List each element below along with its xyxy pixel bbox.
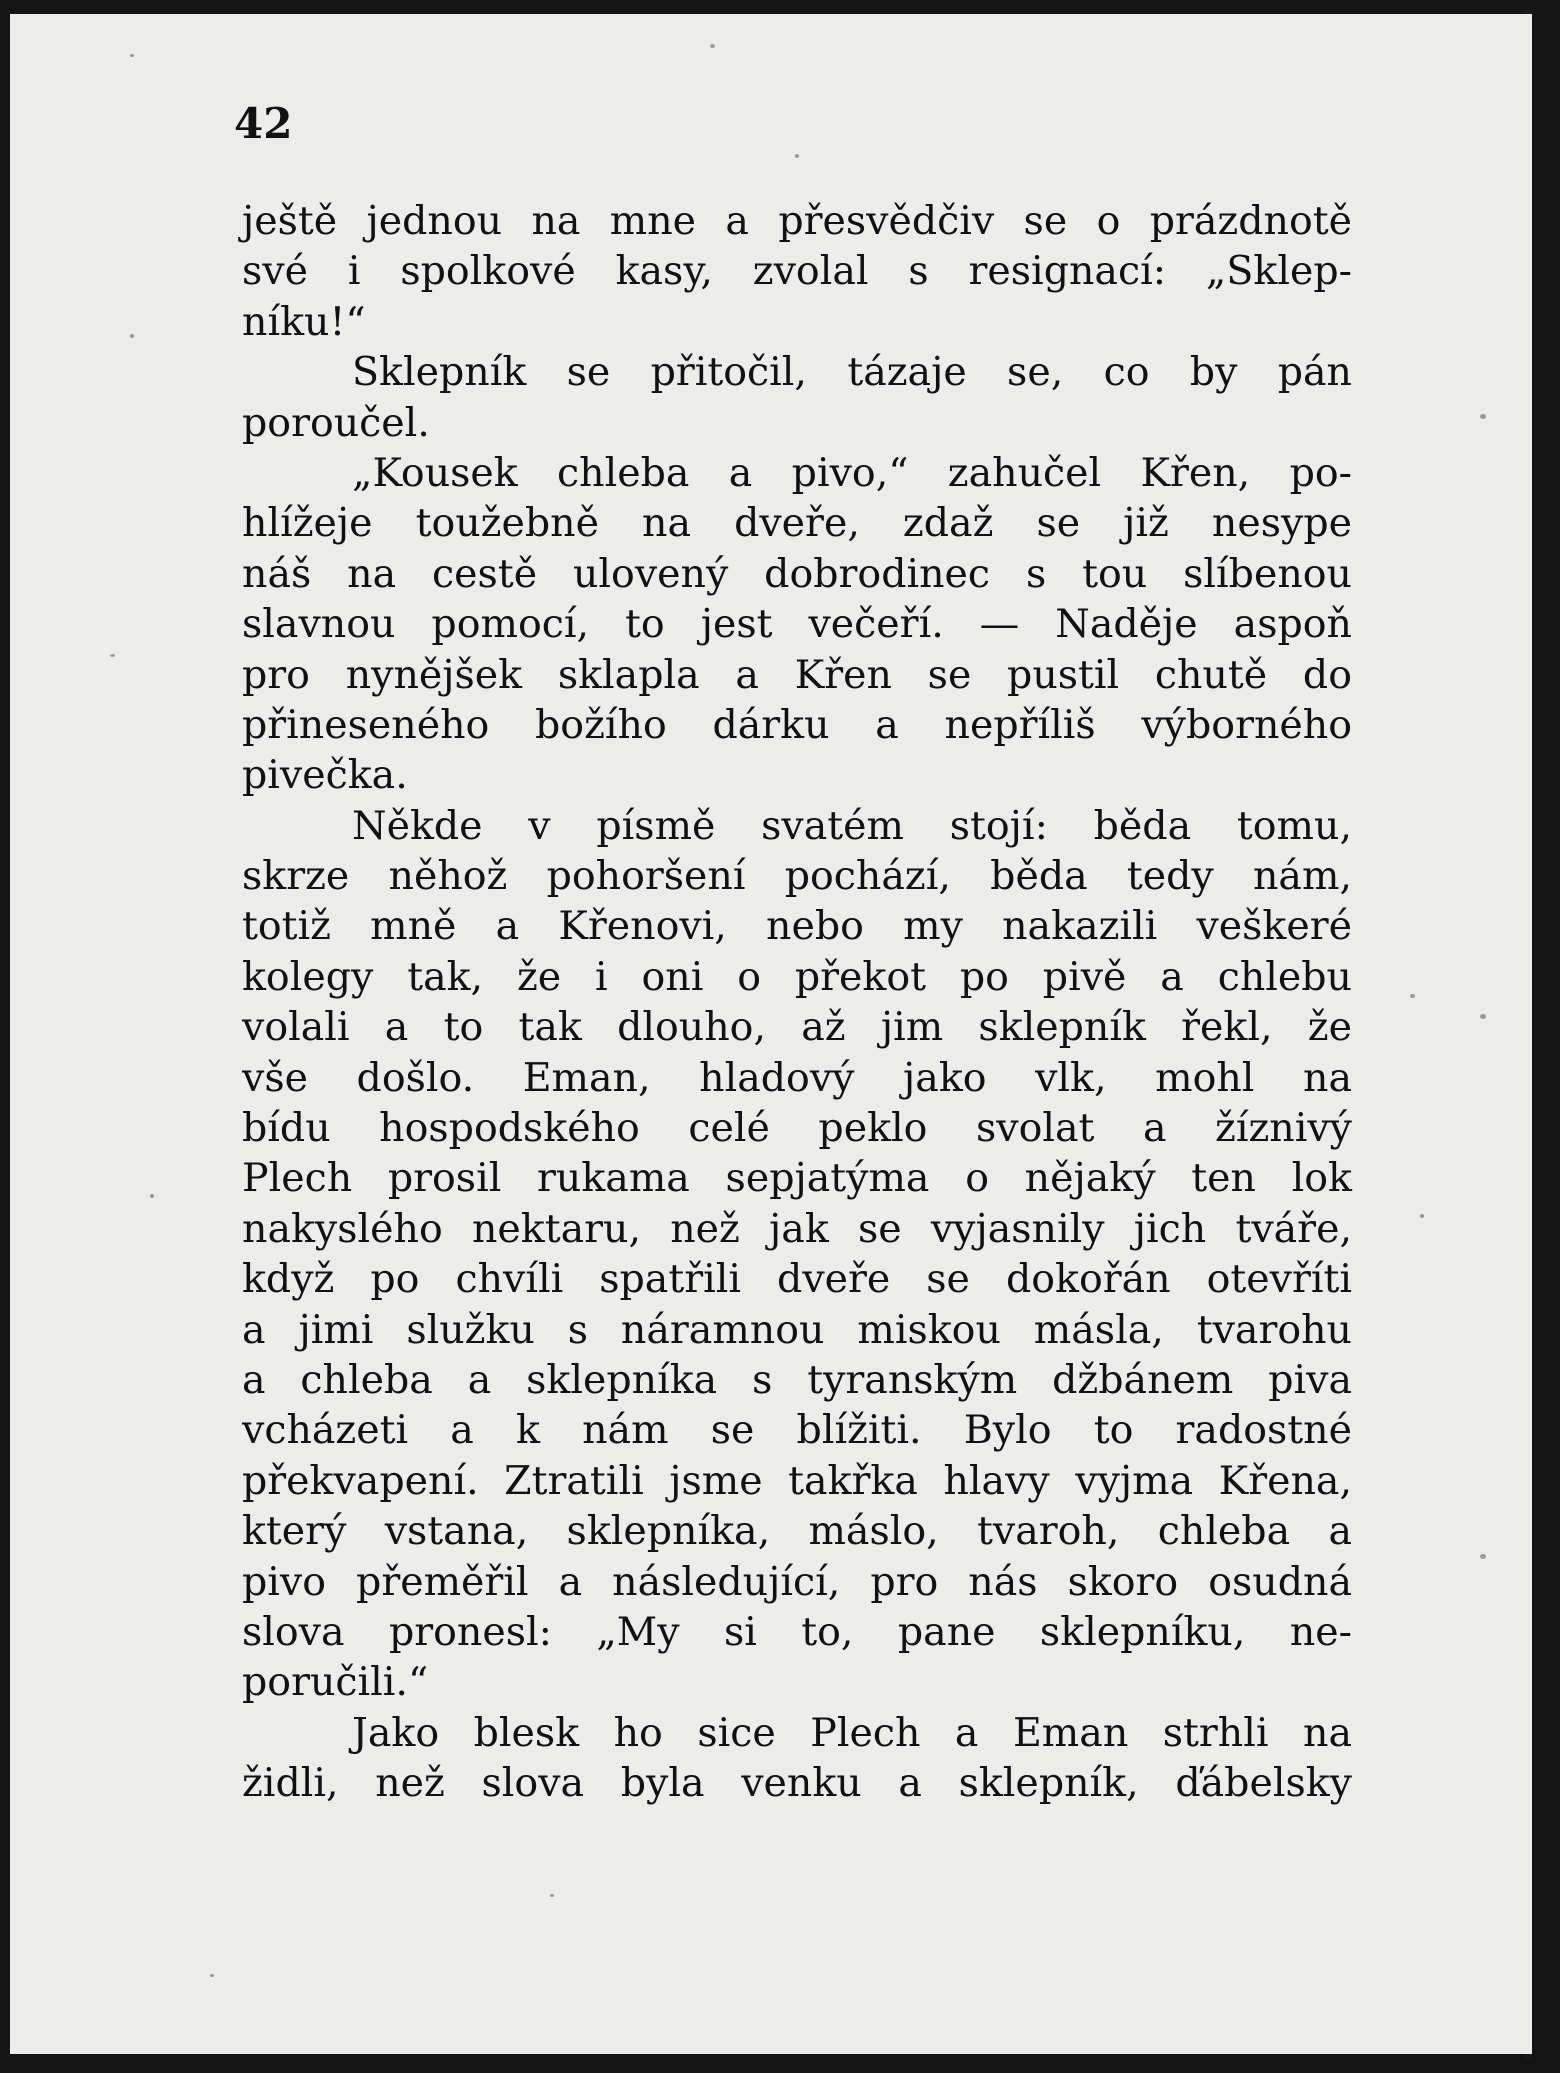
text-line: překvapení. Ztratili jsme takřka hlavy vyjma Křena, <box>242 1457 1352 1504</box>
text-line: slova pronesl: „My si to, pane sklepníku, ne- <box>242 1608 1352 1655</box>
paper-speck <box>1480 414 1486 419</box>
text-line: a jimi služku s náramnou miskou másla, tvarohu <box>242 1306 1352 1353</box>
text-line: vše došlo. Eman, hladový jako vlk, mohl na <box>242 1054 1352 1101</box>
text-line: kolegy tak, že i oni o překot po pivě a chlebu <box>242 953 1352 1000</box>
text-line: skrze něhož pohoršení pochází, běda tedy nám, <box>242 853 1352 900</box>
text-line: bídu hospodského celé peklo svolat a žíznivý <box>242 1105 1352 1152</box>
text-line: níku!“ <box>242 298 366 345</box>
text-line: pivečka. <box>242 752 408 799</box>
text-line: přineseného božího dárku a nepříliš výborného <box>242 701 1352 748</box>
text-line: Jako blesk ho sice Plech a Eman strhli na <box>352 1709 1352 1756</box>
paper-speck <box>150 1194 154 1198</box>
paper-speck <box>795 154 799 158</box>
paper-speck <box>1480 1014 1486 1019</box>
page-number: 42 <box>234 99 293 148</box>
text-line: totiž mně a Křenovi, nebo my nakazili veškeré <box>242 903 1352 950</box>
text-line: Sklepník se přitočil, tázaje se, co by pán <box>352 349 1352 396</box>
text-line: který vstana, sklepníka, máslo, tvaroh, chleba a <box>242 1508 1352 1555</box>
text-line: poručili.“ <box>242 1659 429 1706</box>
text-line: a chleba a sklepníka s tyranským džbánem piva <box>242 1356 1352 1403</box>
text-line: ještě jednou na mne a přesvědčiv se o prázdnotě <box>242 198 1352 244</box>
text-line: židli, než slova byla venku a sklepník, ďábelsky <box>242 1760 1352 1807</box>
text-line: své i spolkové kasy, zvolal s resignací: „Sklep- <box>242 248 1352 295</box>
paper-speck <box>550 1894 554 1897</box>
text-line: Plech prosil rukama sepjatýma o nějaký ten lok <box>242 1155 1352 1202</box>
paper-speck <box>130 334 134 338</box>
text-line: poroučel. <box>242 399 430 446</box>
text-line: pro nynějšek sklapla a Křen se pustil chutě do <box>242 651 1352 698</box>
text-line: nakyslého nektaru, než jak se vyjasnily jich tváře, <box>242 1205 1352 1252</box>
paper-speck <box>1410 994 1415 998</box>
text-line: „Kousek chleba a pivo,“ zahučel Křen, po- <box>352 449 1352 496</box>
paper-speck <box>1420 1214 1424 1218</box>
paper-speck <box>210 1974 214 1977</box>
text-line: hlížeje toužebně na dveře, zdaž se již nesype <box>242 500 1352 547</box>
text-line: Někde v písmě svatém stojí: běda tomu, <box>352 802 1352 849</box>
paper-speck <box>130 54 134 57</box>
paper-speck <box>710 44 715 48</box>
paper-speck <box>1480 1554 1486 1559</box>
body-text <box>242 196 1352 1809</box>
text-line: náš na cestě ulovený dobrodinec s tou slíbenou <box>242 550 1352 597</box>
text-line: slavnou pomocí, to jest večeří. — Naděje aspoň <box>242 601 1352 648</box>
text-line: když po chvíli spatřili dveře se dokořán otevříti <box>242 1256 1352 1303</box>
paper-speck <box>110 654 115 657</box>
text-line: volali a to tak dlouho, až jim sklepník řekl, že <box>242 1004 1352 1051</box>
text-line: pivo přeměřil a následující, pro nás skoro osudná <box>242 1558 1352 1605</box>
text-line: vcházeti a k nám se blížiti. Bylo to radostné <box>242 1407 1352 1454</box>
